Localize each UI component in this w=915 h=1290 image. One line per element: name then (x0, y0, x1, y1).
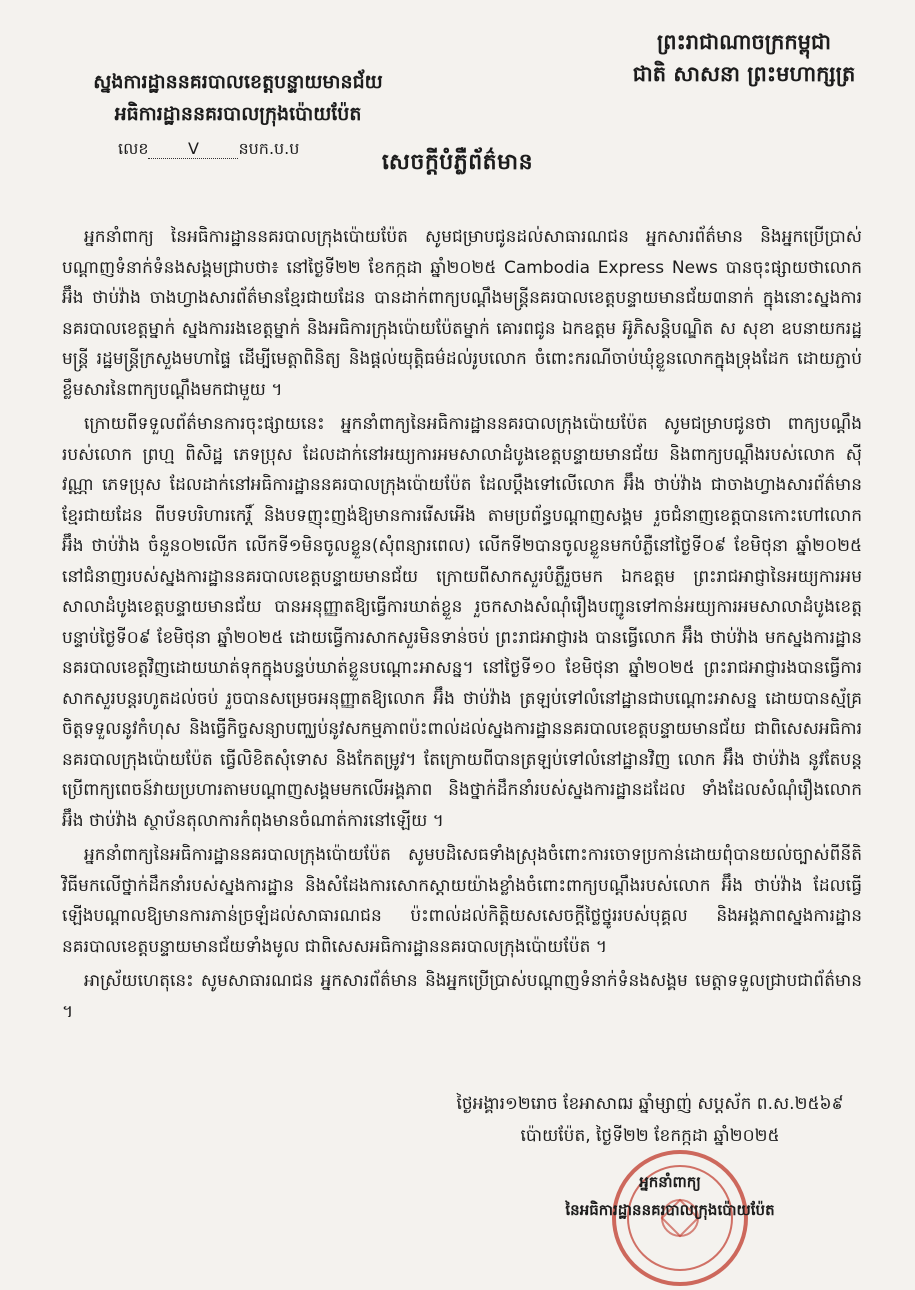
paragraph-3: អ្នកនាំពាក្យនៃអធិការដ្ឋាននគរបាលក្រុងប៉ោយប៉ែត សូមបដិសេធទាំងស្រុងចំពោះការចោទប្រកាន់ដោយពុំបានយល់ច្បាស់ពីនីតិវិធីមកលើថ្នាក់ដឹកនាំរបស់ស្នងការដ្ឋាន និងសំដែងការសោកស្តាយយ៉ាងខ្លាំងចំពោះពាក្យបណ្តឹងរបស់លោក អ៊ឹង ថាប់វ៉ាង ដែលធ្វើឡើងបណ្តាលឱ្យមានការភាន់ច្រឡំដល់សាធារណជន ប៉ះពាល់ដល់កិត្តិយសសេចក្តីថ្លៃថ្នូររបស់បុគ្គល និងអង្គភាពស្នងការដ្ឋាននគរបាលខេត្តបន្ទាយមានជ័យទាំងមូល ជាពិសេសអធិការដ្ឋាននគរបាលក្រុងប៉ោយប៉ែត ។ (62, 845, 862, 957)
lunar-date: ថ្ងៃអង្គារ១២រោច ខែអាសាឍ ឆ្នាំម្សាញ់ សប្តស័ក ព.ស.២៥៦៩ (456, 1094, 844, 1114)
document-body (62, 222, 862, 1031)
kingdom-motto: ជាតិ សាសនា ព្រះមហាក្សត្រ (632, 62, 856, 86)
paragraph-1: អ្នកនាំពាក្យ នៃអធិការដ្ឋាននគរបាលក្រុងប៉ោយប៉ែត សូមជម្រាបជូនដល់សាធារណជន អ្នកសារព័ត៌មាន និងអ្នកប្រើប្រាស់បណ្តាញទំនាក់ទំនងសង្គមជ្រាបថា៖ នៅថ្ងៃទី២២ ខែកក្កដា ឆ្នាំ២០២៥ Cambodia Express News បានចុះផ្សាយថាលោក អ៊ឹង ថាប់វ៉ាង ចាងហ្វាងសារព័ត៌មានខ្មែរជាយដែន បានដាក់ពាក្យបណ្តឹងមន្ត្រីនគរបាលខេត្តបន្ទាយមានជ័យ៣នាក់ ក្នុងនោះស្នងការនគរបាលខេត្តម្នាក់ ស្នងការរងខេត្តម្នាក់ និងអធិការក្រុងប៉ោយប៉ែតម្នាក់ គោរពជូន ឯកឧត្តម អ៊ូភិសន្តិបណ្ឌិត ស សុខា ឧបនាយករដ្ឋមន្ត្រី រដ្ឋមន្ត្រីក្រសួងមហាផ្ទៃ ដើម្បីមេត្តាពិនិត្យ និងផ្តល់យុត្តិធម៌ដល់រូបលោក ចំពោះករណីចាប់ឃុំខ្លួនលោកក្នុងទ្រុងដែក ដោយភ្ជាប់ខ្លឹមសារនៃពាក្យបណ្តឹងមកជាមួយ ។ (62, 227, 862, 400)
kingdom-title: ព្រះរាជាណាចក្រកម្ពុជា (656, 30, 831, 54)
kingdom-header (609, 26, 879, 90)
city-police: អធិការដ្ឋាននគរបាលក្រុងប៉ោយប៉ែត (114, 103, 362, 125)
reference-prefix: លេខ (118, 139, 149, 158)
paragraph-2: ក្រោយពីទទួលព័ត៌មានការចុះផ្សាយនេះ អ្នកនាំពាក្យនៃអធិការដ្ឋាននគរបាលក្រុងប៉ោយប៉ែត សូមជម្រាបជូនថា ពាក្យបណ្តឹងរបស់លោក ព្រហ្ម ពិសិដ្ឋ ភេទប្រុស ដែលដាក់នៅអយ្យការអមសាលាដំបូងខេត្តបន្ទាយមានជ័យ និងពាក្យបណ្តឹងរបស់លោក ស៊ី វណ្ណា ភេទប្រុស ដែលដាក់នៅអធិការដ្ឋាននគរបាលក្រុងប៉ោយប៉ែត ដែលប្តឹងទៅលើលោក អ៊ឹង ថាប់វ៉ាង ជាចាងហ្វាងសារព័ត៌មានខ្មែរជាយដែន ពីបទបរិហារកេរ្តិ៍ និងបទញុះញង់ឱ្យមានការរើសអើង តាមប្រព័ន្ធបណ្តាញសង្គម រួចជំនាញខេត្តបានកោះហៅលោក អ៊ឹង ថាប់វ៉ាង ចំនួន០២លើក លើកទី១មិនចូលខ្លួន(សុំពន្យារពេល) លើកទី២បានចូលខ្លួនមកបំភ្លឺនៅថ្ងៃទី០៩ ខែមិថុនា ឆ្នាំ២០២៥ នៅជំនាញរបស់ស្នងការដ្ឋាននគរបាលខេត្តបន្ទាយមានជ័យ ក្រោយពីសាកសួរបំភ្លឺរួចមក ឯកឧត្តម ព្រះរាជអាជ្ញានៃអយ្យការអមសាលាដំបូងខេត្តបន្ទាយមានជ័យ បានអនុញ្ញាតឱ្យធ្វើការឃាត់ខ្លួន រួចកសាងសំណុំរឿងបញ្ជូនទៅកាន់អយ្យការអមសាលាដំបូងខេត្តបន្ទាប់ថ្ងៃទី០៩ ខែមិថុនា ឆ្នាំ២០២៥ ដោយធ្វើការសាកសួរមិនទាន់ចប់ ព្រះរាជអាជ្ញារង បានធ្វើលោក អ៊ឹង ថាប់វ៉ាង មកស្នងការដ្ឋាននគរបាលខេត្តវិញដោយឃាត់ទុកក្នុងបន្ទប់ឃាត់ខ្លួនបណ្តោះអាសន្ន។ នៅថ្ងៃទី១០ ខែមិថុនា ឆ្នាំ២០២៥ ព្រះរាជអាជ្ញារងបានធ្វើការសាកសួរបន្តរហូតដល់ចប់ រួចបានសម្រេចអនុញ្ញាតឱ្យលោក អ៊ឹង ថាប់វ៉ាង ត្រឡប់ទៅលំនៅដ្ឋានជាបណ្តោះអាសន្ន ដោយបានស្ម័គ្រចិត្តទទួលនូវកំហុស និងធ្វើកិច្ចសន្យាបញ្ឈប់នូវសកម្មភាពប៉ះពាល់ដល់ស្នងការដ្ឋាននគរបាលខេត្តបន្ទាយមានជ័យ ជាពិសេសអធិការនគរបាលក្រុងប៉ោយប៉ែត ធ្វើលិខិតសុំទោស និងកែតម្រូវ។ តែក្រោយពីបានត្រឡប់ទៅលំនៅដ្ឋានវិញ លោក អ៊ឹង ថាប់វ៉ាង នូវតែបន្តប្រើពាក្យពេចន៍វាយប្រហារតាមបណ្តាញសង្គមមកលើអង្គភាព និងថ្នាក់ដឹកនាំរបស់ស្នងការដ្ឋានដដែល ទាំងដែលសំណុំរឿងលោក អ៊ឹង ថាប់វ៉ាង ស្ថាប័នតុលាការកំពុងមានចំណាត់ការនៅឡើយ ។ (62, 414, 862, 831)
paragraph-4: អាស្រ័យហេតុនេះ សូមសាធារណជន អ្នកសារព័ត៌មាន និងអ្នកប្រើប្រាស់បណ្តាញទំនាក់ទំនងសង្គម មេត្តាទទួលជ្រាបជាព័ត៌មាន ។ (62, 971, 862, 1022)
reference-suffix: នបក.ប.ប (238, 139, 300, 158)
signature-office: នៃអធិការដ្ឋាននគរបាលក្រុងប៉ោយប៉ែត (565, 1201, 775, 1219)
signature-role: អ្នកនាំពាក្យ (639, 1173, 701, 1191)
document-title: សេចក្តីបំភ្លឺព័ត៌មាន (381, 150, 534, 175)
reference-value: V (148, 139, 238, 159)
issuing-authority (58, 66, 418, 130)
provincial-police: ស្នងការដ្ឋាននគរបាលខេត្តបន្ទាយមានជ័យ (93, 71, 383, 93)
signature-block (520, 1168, 820, 1224)
solar-date: ប៉ោយប៉ែត, ថ្ងៃទី២២ ខែកក្កដា ឆ្នាំ២០២៥ (520, 1126, 780, 1146)
